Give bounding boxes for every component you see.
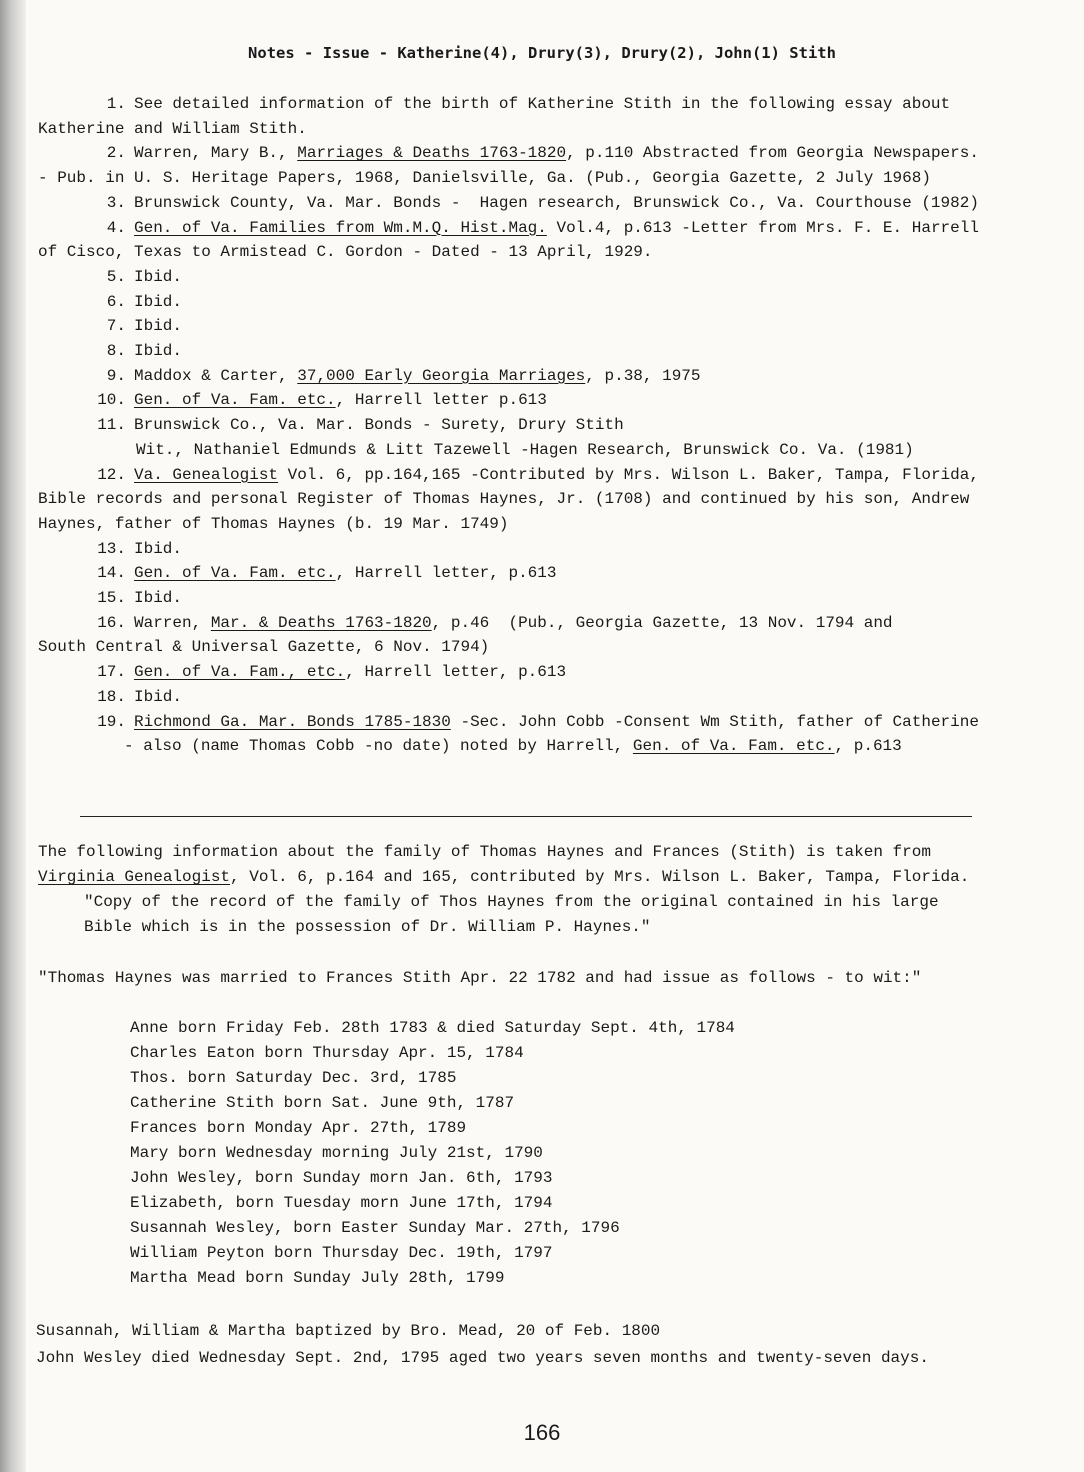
cited-title: Va. Genealogist [134, 465, 279, 484]
note-item [38, 463, 1028, 537]
note-number: 5. [106, 267, 126, 286]
note-item [38, 537, 1028, 562]
note-item [38, 611, 1028, 660]
cited-title: Richmond Ga. Mar. Bonds 1785-1830 [134, 712, 451, 731]
birth-entry: John Wesley, born Sunday morn Jan. 6th, 1793 [130, 1169, 553, 1187]
cited-title: Gen. of Va. Fam. etc. [134, 564, 336, 583]
note-text: , Harrell letter, p.613 [335, 564, 557, 583]
note-text: Ibid. [134, 292, 183, 311]
note-text: -Sec. John Cobb -Consent Wm Stith, father of Catherine [450, 712, 979, 731]
note-item [38, 364, 1028, 389]
marriage-statement: "Thomas Haynes was married to Frances Stith Apr. 22 1782 and had issue as follows - to wit:" [38, 969, 922, 987]
source-title: Virginia Genealogist [38, 868, 231, 886]
note-number: 15. [97, 589, 126, 608]
note-number: 10. [97, 391, 126, 410]
intro-paragraph [38, 840, 1028, 940]
note-text: , p.46 (Pub., Georgia Gazette, 13 Nov. 1794 and [431, 613, 893, 632]
note-text: , p.38, 1975 [585, 366, 701, 385]
note-text: Ibid. [134, 342, 183, 361]
note-item [38, 413, 1028, 462]
birth-entry: William Peyton born Thursday Dec. 19th, 1797 [130, 1244, 553, 1262]
note-item [38, 265, 1028, 290]
section-divider [80, 816, 972, 817]
cited-title: Gen. of Va. Fam. etc. [632, 737, 835, 756]
note-text: Brunswick County, Va. Mar. Bonds - Hagen research, Brunswick Co., Va. Courthouse (1982) [134, 193, 979, 212]
quote-line-1: "Copy of the record of the family of Thos Haynes from the original contained in his large [84, 893, 939, 911]
note-text: - also (name Thomas Cobb -no date) noted by Harrell, [124, 737, 633, 756]
note-text: Ibid. [134, 589, 183, 608]
note-text-continued: Katherine and William Stith. [38, 119, 307, 138]
note-number: 17. [97, 663, 126, 682]
note-text: , Harrell letter, p.613 [345, 663, 567, 682]
note-item [38, 141, 1028, 190]
intro-line-1: The following information about the family of Thomas Haynes and Frances (Stith) is taken from [38, 843, 931, 861]
note-text: Brunswick Co., Va. Mar. Bonds - Surety, Drury Stith [134, 416, 624, 435]
cited-title: Gen. of Va. Fam. etc. [134, 391, 336, 410]
note-item [38, 314, 1028, 339]
cited-title: 37,000 Early Georgia Marriages [297, 366, 586, 385]
note-item [38, 191, 1028, 216]
note-number: 4. [106, 218, 126, 237]
note-text: Ibid. [134, 267, 183, 286]
note-number: 2. [106, 144, 126, 163]
note-text: Maddox & Carter, [134, 366, 298, 385]
note-item [38, 388, 1028, 413]
note-number: 9. [106, 366, 126, 385]
birth-entry: Elizabeth, born Tuesday morn June 17th, 1794 [130, 1194, 553, 1212]
note-item [38, 92, 1028, 141]
note-item [38, 586, 1028, 611]
note-text: Vol. 6, pp.164,165 -Contributed by Mrs. Wilson L. Baker, Tampa, Florida, [278, 465, 979, 484]
note-text: Ibid. [134, 539, 183, 558]
note-text: , Harrell letter p.613 [335, 391, 547, 410]
note-number: 14. [97, 564, 126, 583]
birth-entry: Catherine Stith born Sat. June 9th, 1787 [130, 1094, 515, 1112]
note-text-continued: Bible records and personal Register of Thomas Haynes, Jr. (1708) and continued by his son, Andrew [38, 490, 970, 509]
note-text-continued [38, 734, 1028, 759]
note-number: 3. [106, 193, 126, 212]
note-text-continued: Wit., Nathaniel Edmunds & Litt Tazewell -Hagen Research, Brunswick Co. Va. (1981) [136, 440, 914, 459]
note-number: 18. [97, 687, 126, 706]
birth-entry: Mary born Wednesday morning July 21st, 1790 [130, 1144, 543, 1162]
note-text: Ibid. [134, 317, 183, 336]
note-number: 7. [106, 317, 126, 336]
note-number: 6. [106, 292, 126, 311]
birth-entry: Frances born Monday Apr. 27th, 1789 [130, 1119, 467, 1137]
note-number: 16. [97, 613, 126, 632]
note-number: 8. [106, 342, 126, 361]
note-number: 1. [106, 95, 126, 113]
note-item [38, 216, 1028, 265]
closing-line: Susannah, William & Martha baptized by Bro. Mead, 20 of Feb. 1800 [36, 1322, 661, 1340]
note-text: , p.110 Abstracted from Georgia Newspapers. [566, 144, 979, 163]
note-text: Ibid. [134, 687, 183, 706]
quote-line-2: Bible which is in the possession of Dr. William P. Haynes." [84, 918, 651, 936]
birth-entry: Thos. born Saturday Dec. 3rd, 1785 [130, 1069, 457, 1087]
births-list [130, 1016, 735, 1291]
note-item [38, 561, 1028, 586]
note-text: , p.613 [834, 737, 902, 756]
note-text-continued: of Cisco, Texas to Armistead C. Gordon - Dated - 13 April, 1929. [38, 243, 653, 262]
closing-line: John Wesley died Wednesday Sept. 2nd, 1795 aged two years seven months and twenty-seven days. [36, 1349, 929, 1367]
cited-title: Gen. of Va. Families from Wm.M.Q. Hist.Mag. [134, 218, 547, 237]
closing-notes [36, 1318, 929, 1372]
note-item [38, 339, 1028, 364]
birth-entry: Charles Eaton born Thursday Apr. 15, 1784 [130, 1044, 524, 1062]
birth-entry: Martha Mead born Sunday July 28th, 1799 [130, 1269, 505, 1287]
cited-title: Mar. & Deaths 1763-1820 [210, 613, 432, 632]
note-text: Vol.4, p.613 -Letter from Mrs. F. E. Harrell [546, 218, 979, 237]
page-number: 166 [523, 1420, 561, 1445]
birth-entry: Anne born Friday Feb. 28th 1783 & died Saturday Sept. 4th, 1784 [130, 1019, 735, 1037]
note-item [38, 710, 1028, 759]
note-number: 11. [97, 416, 126, 435]
note-item [38, 290, 1028, 315]
note-text: Warren, [134, 613, 211, 632]
note-number: 12. [97, 465, 126, 484]
notes-list [38, 92, 1028, 759]
note-item [38, 660, 1028, 685]
note-text-continued: Haynes, father of Thomas Haynes (b. 19 Mar. 1749) [38, 514, 509, 533]
birth-entry: Susannah Wesley, born Easter Sunday Mar. 27th, 1796 [130, 1219, 620, 1237]
note-text-continued: - Pub. in U. S. Heritage Papers, 1968, Danielsville, Ga. (Pub., Georgia Gazette, 2 July 1968) [38, 169, 931, 188]
cited-title: Gen. of Va. Fam., etc. [134, 663, 346, 682]
note-text-continued: South Central & Universal Gazette, 6 Nov. 1794) [38, 638, 490, 657]
intro-line-2: , Vol. 6, p.164 and 165, contributed by Mrs. Wilson L. Baker, Tampa, Florida. [230, 868, 970, 886]
note-text: See detailed information of the birth of Katherine Stith in the following essay about [134, 95, 951, 113]
note-item [38, 685, 1028, 710]
note-number: 19. [97, 712, 126, 731]
note-text: Warren, Mary B., [134, 144, 298, 163]
note-number: 13. [97, 539, 126, 558]
page-title: Notes - Issue - Katherine(4), Drury(3), Drury(2), John(1) Stith [248, 44, 836, 62]
cited-title: Marriages & Deaths 1763-1820 [297, 144, 567, 163]
